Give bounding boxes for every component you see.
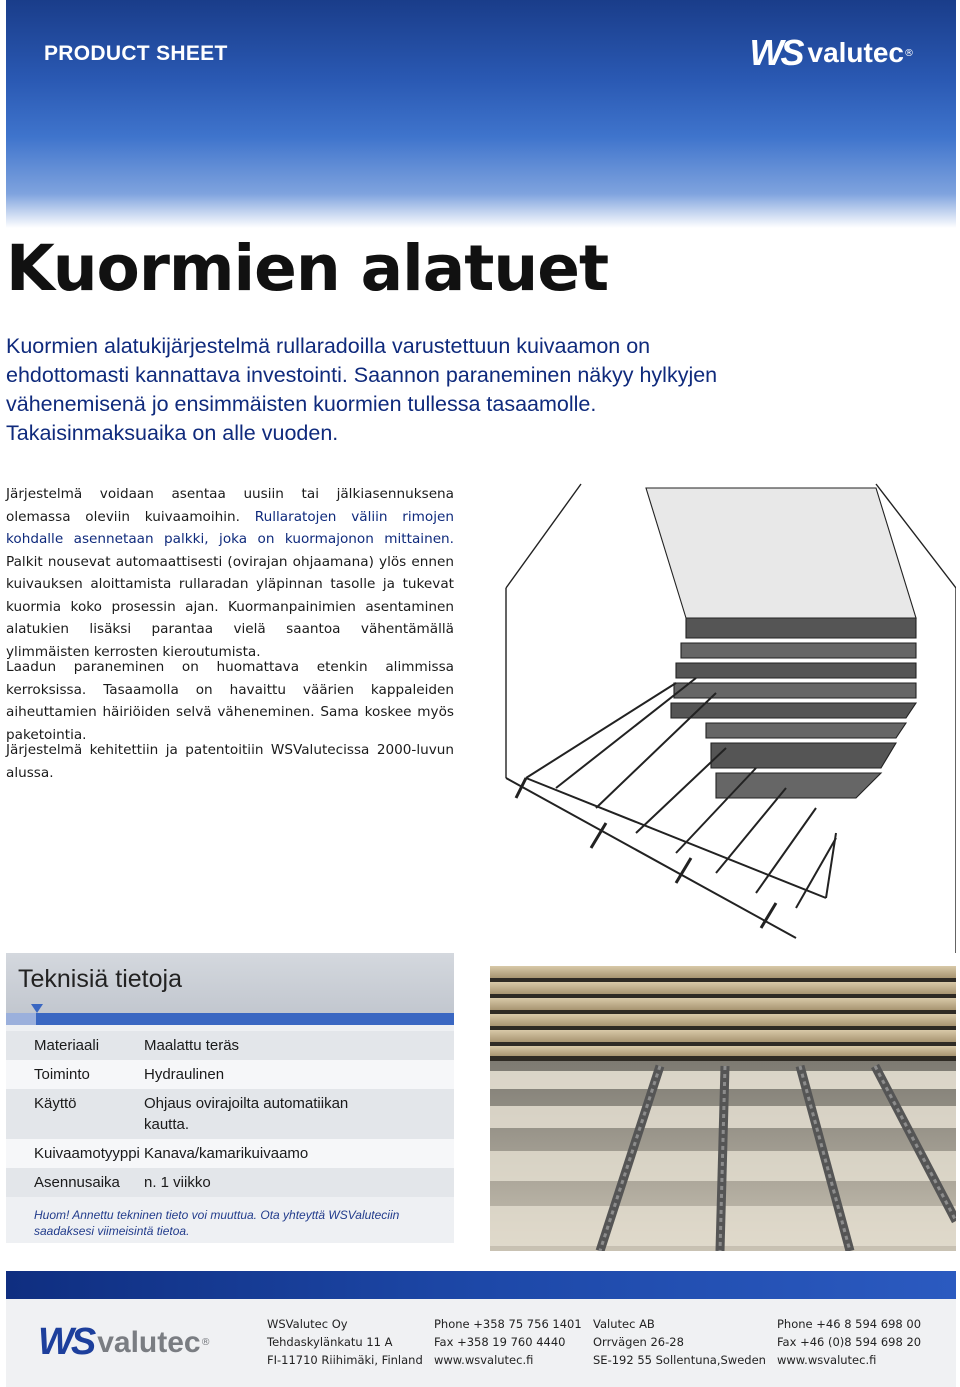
row-key: Kuivaamotyyppi (34, 1145, 140, 1162)
body-paragraph-1 (6, 483, 454, 663)
fi-fax: Fax +358 19 760 4440 (434, 1335, 566, 1349)
row-value: Hydraulinen (144, 1066, 225, 1083)
row-key: Asennusaika (34, 1174, 120, 1191)
table-row (6, 1060, 454, 1089)
fi-address (267, 1315, 423, 1369)
footer-logo (38, 1321, 211, 1364)
table-row (6, 1139, 454, 1168)
row-key: Käyttö (34, 1095, 77, 1112)
row-value: Kanava/kamarikuivaamo (144, 1145, 309, 1162)
row-key: Toiminto (34, 1066, 90, 1083)
p1-part-b: Rullaratojen väliin rimojen kohdalle asennetaan palkki, joka on kuormajonon mittainen. (6, 508, 454, 547)
p1-part-c: Palkit nousevat automaattisesti (ovirajan ohjaamana) ylös ennen kuivauksen aloittamista rullaradan yläpinnan tasolle ja tukevat kuormia koko prosessin ajan. Kuormanpainimien asentaminen alatukien lisäksi parantaa vielä saantoa vähentämällä ylimmäisten kerrosten kieroutumista. (6, 553, 454, 660)
fi-contact (434, 1315, 582, 1369)
technical-data-divider (6, 1013, 454, 1025)
table-row (6, 1089, 454, 1139)
page-title: Kuormien alatuet (6, 232, 609, 305)
brand-name: valutec (807, 37, 904, 68)
row-key: Materiaali (34, 1037, 100, 1054)
technical-data-header (6, 953, 454, 1013)
se-city: SE-192 55 Sollentuna,Sweden (593, 1353, 766, 1367)
se-web-link[interactable]: www.wsvalutec.fi (777, 1353, 877, 1367)
se-fax: Fax +46 (0)8 594 698 20 (777, 1335, 922, 1349)
technical-data-note: Huom! Annettu tekninen tieto voi muuttua. Ota yhteyttä WSValuteciin saadaksesi viimeisintä tietoa. (34, 1208, 400, 1238)
p2-part-c: Sama koskee myös paketointia. (6, 704, 454, 743)
brand-mark: WS (749, 32, 802, 73)
technical-data-table (6, 1031, 454, 1197)
lead-paragraph: Kuormien alatukijärjestelmä rullaradoilla varustettuun kuivaamon on ehdottomasti kannattava investointi. Saannon paraneminen näkyy hylkyjen vähenemisenä jo ensimmäisten kuormien tullessa tasaamolle. Takaisinmaksuaika on alle vuoden. (6, 334, 718, 445)
footer-logo-name: valutec (97, 1325, 201, 1359)
table-row (6, 1168, 454, 1197)
p1-part-a: Järjestelmä voidaan asentaa uusiin tai jälkiasennuksena olemassa oleviin kuivaamoihin. (6, 486, 454, 525)
se-company: Valutec AB (593, 1317, 655, 1331)
footer-bar (6, 1271, 956, 1299)
se-address (593, 1315, 766, 1369)
fi-city: FI-11710 Riihimäki, Finland (267, 1353, 423, 1367)
fi-web-link[interactable]: www.wsvalutec.fi (434, 1353, 534, 1367)
support-system-drawing (496, 478, 956, 953)
table-row (6, 1031, 454, 1060)
fi-street: Tehdaskylänkatu 11 A (267, 1335, 393, 1349)
technical-data-panel (6, 953, 454, 1243)
fi-company: WSValutec Oy (267, 1317, 348, 1331)
pointer-icon (31, 1004, 43, 1013)
body-paragraph-3: Järjestelmä kehitettiin ja patentoitiin WSValutecissa 2000-luvun alussa. (6, 742, 454, 781)
fi-phone: Phone +358 75 756 1401 (434, 1317, 582, 1331)
p2-part-b: Tasaamolla on havaittu väärien kappaleiden aiheuttamien häiriöiden selvä väheneminen. (6, 681, 454, 720)
registered-mark: ® (904, 47, 914, 59)
row-value: n. 1 viikko (144, 1174, 211, 1191)
header-banner (6, 0, 956, 228)
footer (6, 1299, 956, 1387)
se-phone: Phone +46 8 594 698 00 (777, 1317, 922, 1331)
sheet-label: PRODUCT SHEET (44, 42, 228, 65)
kiln-floor-photo (490, 966, 956, 1251)
body-paragraph-2 (6, 656, 454, 746)
se-street: Orrvägen 26-28 (593, 1335, 684, 1349)
brand-logo (750, 32, 915, 74)
footer-logo-mark: WS (38, 1321, 94, 1363)
footer-registered-mark: ® (200, 1337, 211, 1348)
se-contact (777, 1315, 921, 1369)
row-value: Ohjaus ovirajoilta automatiikan kautta. (144, 1095, 349, 1133)
p2-part-a: Laadun paraneminen on huomattava etenkin alimmissa kerroksissa. (6, 659, 454, 698)
row-value: Maalattu teräs (144, 1037, 240, 1054)
technical-data-title: Teknisiä tietoja (18, 965, 182, 993)
